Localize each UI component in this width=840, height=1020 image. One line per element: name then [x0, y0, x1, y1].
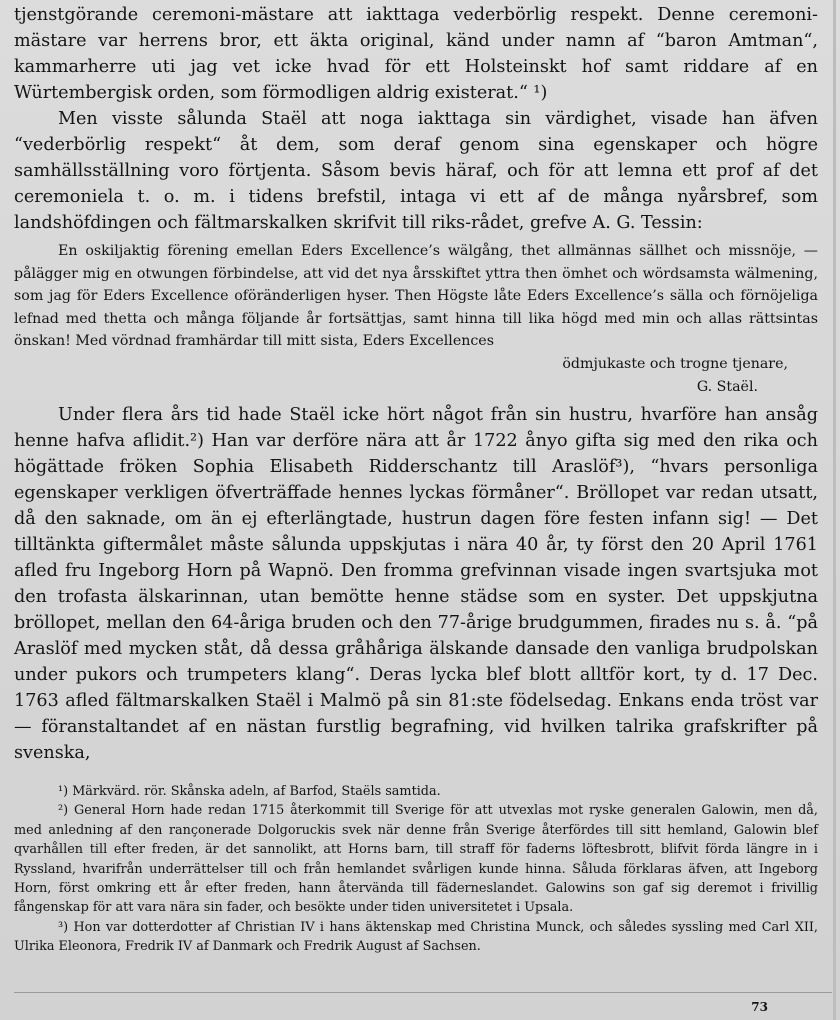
letter-text: En oskiljaktig förening emellan Eders Excellence’s wälgång, thet allmännas sällhet och missnöje, — pålägger mig en otwungen förbindelse, att vid det nya årsskiftet yttra then ömhet och wördsamsta wälmening, som jag för Eders Excellence oföränderligen hyser. Then Högste låte Eders Excellence’s sälla och förnöjeliga lefnad med thetta och många följande år fortsättjas, samt hinna till lika högd med min och allas rättsintas önskan! Med vördnad framhärdar till mitt sista, Eders Excellences: [14, 243, 818, 350]
footnote-3: ³) Hon var dotterdotter af Christian IV i hans äktenskap med Christina Munck, och således syssling med Carl XII, Ulrika Eleonora, Fredrik IV af Danmark och Fredrik August af Sachsen.: [14, 919, 818, 955]
page-number: 73: [751, 1000, 768, 1014]
footnote-1: ¹) Märkvärd. rör. Skånska adeln, af Barfod, Staëls samtida.: [58, 784, 441, 799]
footnote-2: ²) General Horn hade redan 1715 återkommit till Sverige för att utvexlas mot ryske generalen Galowin, men då, med anledning af den rançonerade Dolgoruckis svek när denne från Sverige återfördes till sitt hemland, Galowin blef qvarhållen till efter freden, är det sannolikt, att Horns barn, till straff för faderns löftesbrott, blifvit förda längre in i Ryssland, hvarifrån underrättelser till och från hemlandet svårligen kunde hinna. Såluda förklaras äfven, att Ingeborg Horn, först omkring ett år efter freden, hann återvända till fäderneslandet. Galowins son gaf sig deremot i frivillig fångenskap för att vara nära sin fader, och besökte under tiden universitetet i Upsala.: [14, 803, 818, 916]
main-text: [14, 2, 818, 766]
paragraph-2: Men visste sålunda Staël att noga iakttaga sin värdighet, visade han äfven “vederbörlig respekt“ åt dem, som deraf genom sina egenskaper och högre samhällsställning voro förtjenta. Såsom bevis häraf, och för att lemna ett prof af det ceremoniela t. o. m. i tidens brefstil, intaga vi ett af de många nyårsbref, som landshöfdingen och fältmarskalken skrifvit till riks-rådet, grefve A. G. Tessin:: [14, 109, 818, 233]
page-edge: [833, 0, 836, 1020]
paragraph-1: tjenstgörande ceremoni-mästare att iakttaga vederbörlig respekt. Denne ceremoni-mästare var herrens bror, ett äkta original, känd under namn af “baron Amtman“, kammarherre uti jag vet icke hvad för ett Holsteinskt hof samt riddare af en Würtembergisk orden, som förmodligen aldrig existerat.“ ¹): [14, 5, 818, 103]
paragraph-3: Under flera års tid hade Staël icke hört något från sin hustru, hvarföre han ansåg henne hafva aflidit.²) Han var derföre nära att år 1722 ånyo gifta sig med den rika och högättade fröken Sophia Elisabeth Ridderschantz till Araslöf³), “hvars personliga egenskaper verkligen öfverträffade hennes lyckas förmåner“. Bröllopet var redan utsatt, då den saknade, om än ej efterlängtade, hustrun dagen före festen infann sig! — Det tilltänkta giftermålet måste sålunda uppskjutas i nära 40 år, ty först den 20 April 1761 afled fru Ingeborg Horn på Wapnö. Den fromma grefvinnan visade ingen svartsjuka mot den trofasta älskarinnan, utan bemötte henne städse som en syster. Det uppskjutna bröllopet, mellan den 64-åriga bruden och den 77-årige brudgummen, firades nu s. å. “på Araslöf med mycken ståt, då dessa gråhåriga älskande dansade den vanliga brudpolskan under pukors och trumpeters klang“. Deras lycka blef blott alltför kort, ty d. 17 Dec. 1763 afled fältmarskalken Staël i Malmö på sin 81:ste födelsedag. Enkans enda tröst var — föranstaltandet af en nästan furstlig begrafning, vid hvilken talrika grafskrifter på svenska,: [14, 405, 818, 764]
bottom-rule: [14, 992, 832, 993]
quoted-letter: [14, 240, 818, 353]
letter-signature: G. Staël.: [696, 378, 758, 395]
footnotes: [14, 782, 818, 957]
letter-closing: ödmjukaste och trogne tjenare,: [562, 355, 788, 372]
